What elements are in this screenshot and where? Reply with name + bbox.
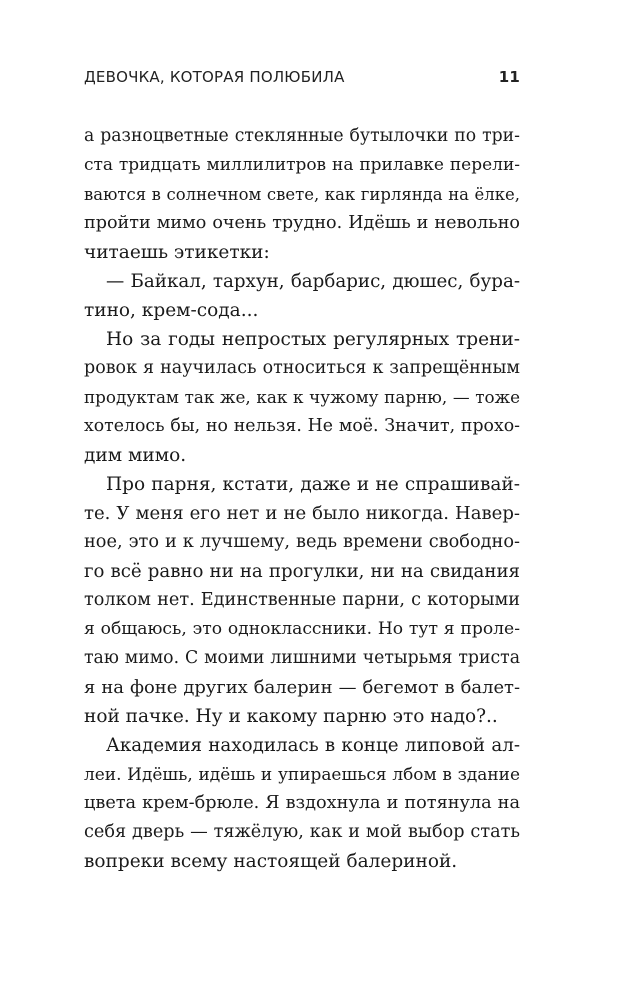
text-line: вопреки всему настоящей балериной.: [84, 851, 458, 872]
text-line: ровок я научилась относиться к запрещённым: [84, 358, 520, 378]
running-header: [84, 68, 520, 92]
text-line: я на фоне других балерин — бегемот в балет-: [84, 677, 520, 698]
text-line: ваются в солнечном свете, как гирлянда на ёлке,: [84, 185, 520, 204]
text-line: дим мимо.: [84, 445, 187, 466]
text-line: себя дверь — тяжёлую, как и мой выбор стать: [84, 822, 520, 842]
text-line: толком нет. Единственные парни, с которыми: [84, 590, 520, 610]
text-line: Но за годы непростых регулярных трени-: [106, 329, 520, 350]
text-line: таю мимо. С моими лишними четырьмя триста: [84, 648, 520, 668]
text-line: ной пачке. Ну и какому парню это надо?..: [84, 706, 498, 727]
text-line: хотелось бы, но нельзя. Не моё. Значит, прохо-: [84, 416, 520, 436]
text-line: го всё равно ни на прогулки, ни на свидания: [84, 561, 520, 582]
running-title: ДЕВОЧКА, КОТОРАЯ ПОЛЮБИЛА: [84, 68, 345, 86]
text-line: читаешь этикетки:: [84, 242, 270, 263]
text-line: тино, крем-сода...: [84, 300, 259, 321]
body-text: [84, 122, 520, 876]
text-line: Про парня, кстати, даже и не спрашивай-: [106, 474, 520, 495]
text-line: продуктам так же, как к чужому парню, — тоже: [84, 387, 520, 407]
text-line: ное, это и к лучшему, ведь времени свободно-: [84, 532, 520, 552]
text-line: цвета крем-брюле. Я вздохнула и потянула на: [84, 793, 520, 813]
text-line: ста тридцать миллилитров на прилавке перели-: [84, 155, 520, 175]
text-line: Академия находилась в конце липовой ал-: [106, 735, 520, 756]
text-line: пройти мимо очень трудно. Идёшь и невольно: [84, 213, 520, 233]
text-line: я общаюсь, это одноклассники. Но тут я проле-: [84, 619, 520, 639]
text-line: — Байкал, тархун, барбарис, дюшес, бура-: [106, 271, 520, 292]
text-line: а разноцветные стеклянные бутылочки по три-: [84, 126, 520, 146]
page-number: 11: [498, 68, 520, 86]
text-line: леи. Идёшь, идёшь и упираешься лбом в здание: [84, 764, 520, 784]
text-line: те. У меня его нет и не было никогда. Навер-: [84, 503, 520, 524]
